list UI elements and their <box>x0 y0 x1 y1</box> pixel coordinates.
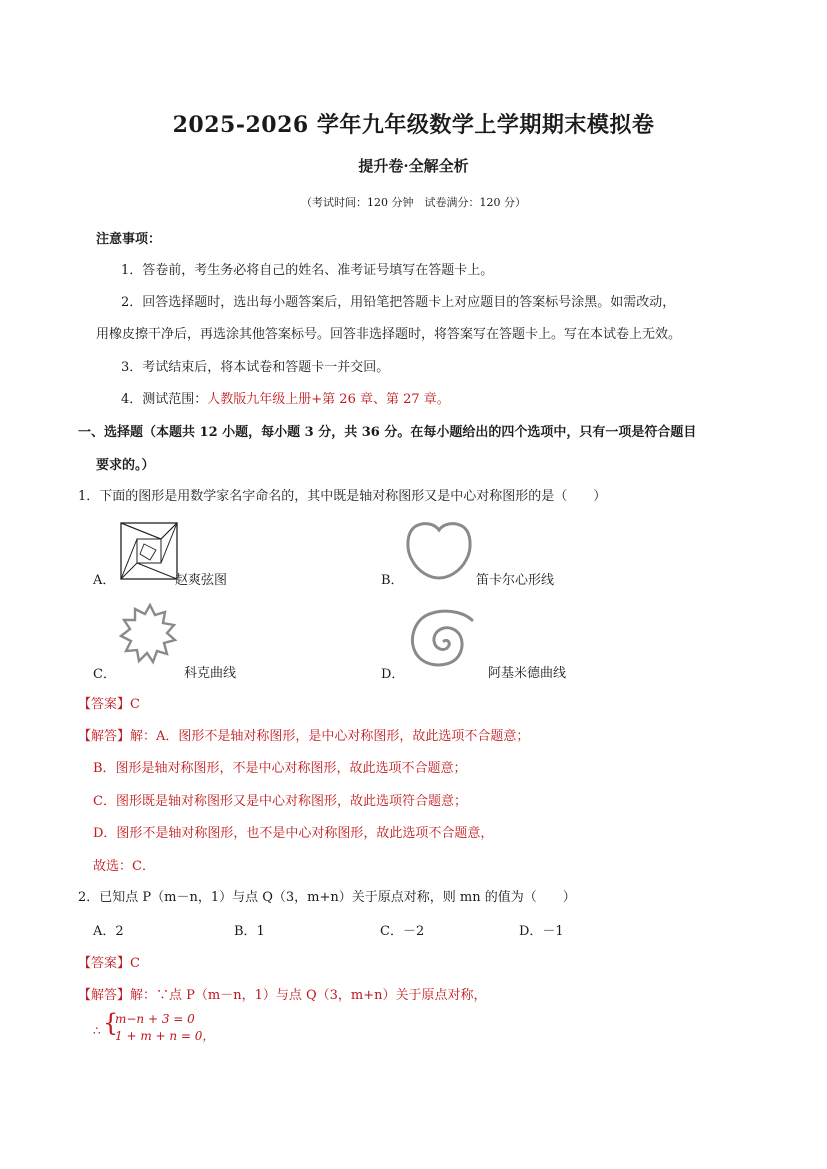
section-heading-line1: 一、选择题（本题共 12 小题，每小题 3 分，共 36 分。在每小题给出的四个选项中，只有一项是符合题目 <box>78 425 697 440</box>
q1-option-a-label: 赵爽弦图 <box>175 573 228 588</box>
q1-stem: 1．下面的图形是用数学家名字命名的，其中既是轴对称图形又是中心对称图形的是（ ） <box>78 489 607 504</box>
therefore-symbol: ∴ <box>93 1024 101 1038</box>
q2-option-a: A．2 <box>93 924 124 939</box>
q2-stem: 2．已知点 P（m－n，1）与点 Q（3，m+n）关于原点对称，则 mn 的值为（ ） <box>78 890 576 905</box>
equation-2: 1 + m + n = 0， <box>115 1029 215 1043</box>
q1-option-c-letter: C． <box>93 667 116 682</box>
q1-solution-line3: C．图形既是轴对称图形又是中心对称图形，故此选项符合题意； <box>93 794 467 809</box>
q1-solution-line2: B．图形是轴对称图形，不是中心对称图形，故此选项不合题意； <box>93 761 467 776</box>
notice-heading: 注意事项： <box>96 232 162 247</box>
notice-item-4-prefix: 4．测试范围： <box>121 392 208 407</box>
q1-answer: 【答案】C <box>78 697 140 712</box>
equation-brace: { <box>103 1009 119 1037</box>
cardioid-figure <box>404 520 474 582</box>
koch-snowflake-figure <box>117 603 183 671</box>
q1-option-d-label: 阿基米德曲线 <box>488 666 567 681</box>
q2-option-b: B．1 <box>234 924 265 939</box>
q1-solution-line5: 故选：C． <box>93 859 155 874</box>
exam-meta: （考试时间：120 分钟 试卷满分：120 分） <box>301 196 526 209</box>
section-heading-line2: 要求的。） <box>96 458 155 473</box>
q1-option-c-label: 科克曲线 <box>184 666 237 681</box>
notice-item-2a: 2．回答选择题时，选出每小题答案后，用铅笔把答题卡上对应题目的答案标号涂黑。如需改动， <box>121 295 676 310</box>
page-subtitle: 提升卷·全解全析 <box>358 157 469 175</box>
q1-solution-line1: 【解答】解：A．图形不是轴对称图形，是中心对称图形，故此选项不合题意； <box>78 729 530 744</box>
notice-item-4 <box>121 388 450 407</box>
notice-item-2b: 用橡皮擦干净后，再选涂其他答案标号。回答非选择题时，将答案写在答题卡上。写在本试卷上无效。 <box>96 327 682 342</box>
notice-item-1: 1．答卷前，考生务必将自己的姓名、准考证号填写在答题卡上。 <box>121 263 494 278</box>
q2-option-c: C．－2 <box>380 924 425 939</box>
page-title: 2025-2026 学年九年级数学上学期期末模拟卷 <box>172 112 655 138</box>
q2-answer: 【答案】C <box>78 956 140 971</box>
archimedean-spiral-figure <box>404 606 484 676</box>
equation-1: m−n + 3 = 0 <box>115 1012 195 1026</box>
q1-solution-line4: D．图形不是轴对称图形，也不是中心对称图形，故此选项不合题意， <box>93 826 494 841</box>
q1-option-d-letter: D． <box>381 667 405 682</box>
q2-option-d: D．－1 <box>519 924 564 939</box>
notice-item-3: 3．考试结束后，将本试卷和答题卡一并交回。 <box>121 360 390 375</box>
notice-item-4-range: 人教版九年级上册+第 26 章、第 27 章。 <box>207 392 450 407</box>
q2-solution-line1: 【解答】解：∵点 P（m－n，1）与点 Q（3，m+n）关于原点对称， <box>78 988 487 1003</box>
q1-option-a-letter: A． <box>93 573 116 588</box>
q1-option-b-label: 笛卡尔心形线 <box>476 573 555 588</box>
q1-option-b-letter: B． <box>381 573 404 588</box>
zhao-shuang-diagram-figure <box>120 522 178 580</box>
